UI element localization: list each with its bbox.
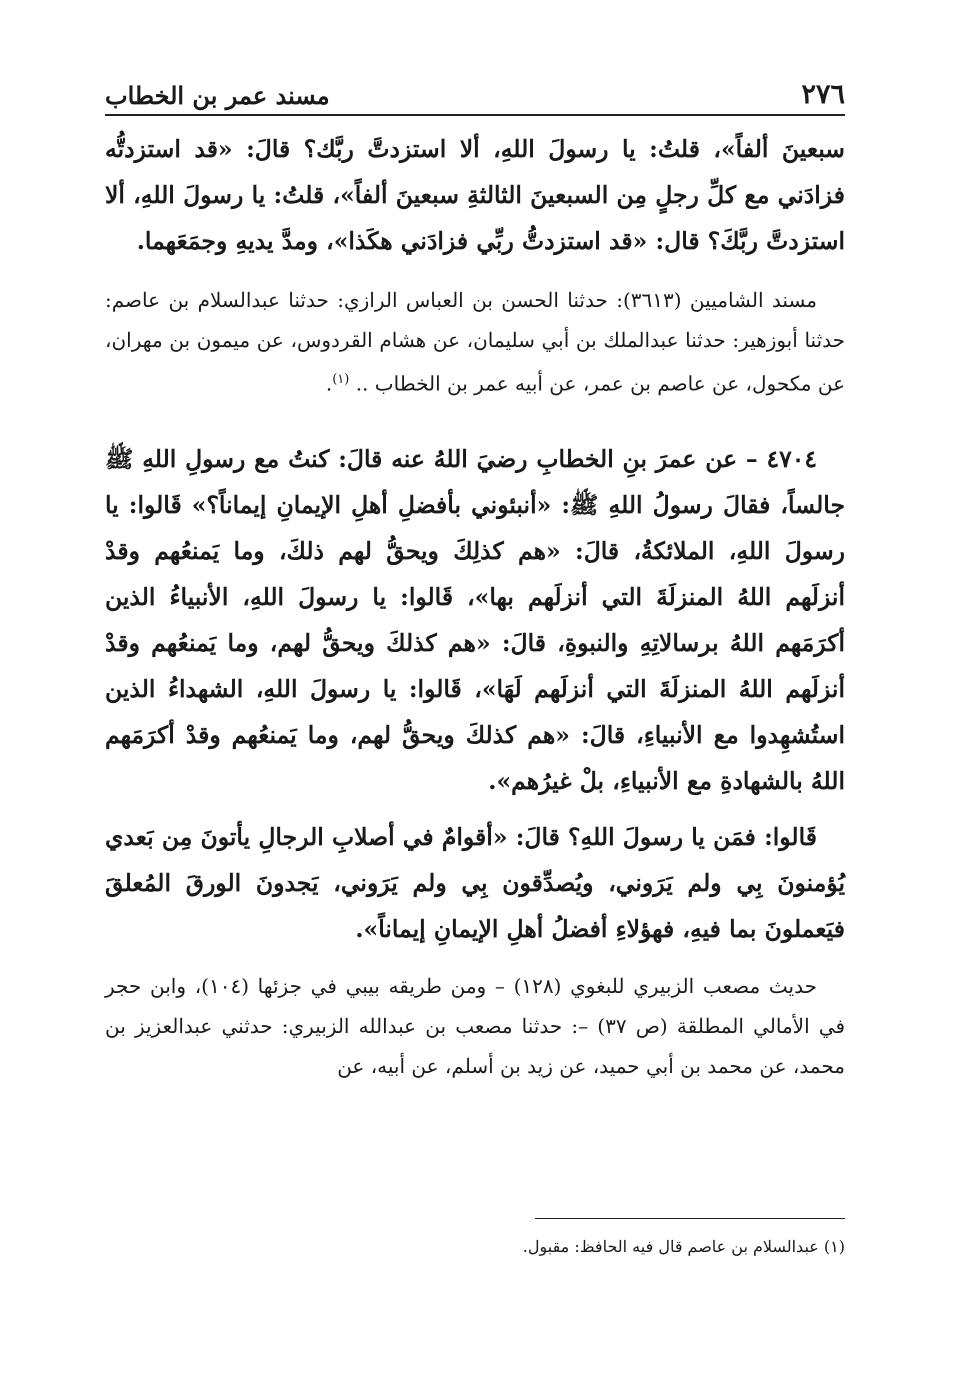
hadith-text-continued: قَالوا: فمَن يا رسولَ اللهِ؟ قالَ: «أقوامٌ في أصلابِ الرجالِ يأتونَ مِن بَعدي يُؤمنونَ بِي ولم يَرَوني، ويُصدِّقون بِي ولم يَرَوني، يَجدونَ الورقَ المُعلقَ فيَعملونَ بما فيهِ، فهؤلاءِ أفضلُ أهلِ الإيمانِ إيماناً». bbox=[105, 822, 845, 943]
running-title: مسند عمر بن الخطاب bbox=[105, 81, 330, 110]
hadith-number: ٤٧٠٤ bbox=[766, 444, 817, 473]
source-citation-text: مسند الشاميين (٣٦١٣): حدثنا الحسن بن العباس الرازي: حدثنا عبدالسلام بن عاصم: حدثنا أبوزهير: حدثنا عبدالملك بن أبي سليمان، عن هشام القردوس، عن ميمون بن مهران، عن مكحول، عن عاصم بن عمر، عن أبيه عمر بن الخطاب .. bbox=[105, 288, 845, 396]
hadith-continuation: سبعينَ ألفاً»، قلتُ: يا رسولَ اللهِ، ألا استزدتَّ ربَّك؟ قالَ: «قد استزدتُّه فزادَني مع كلِّ رجلٍ مِن السبعينَ الثالثةِ سبعينَ ألفاً»، قلتُ: يا رسولَ اللهِ، ألا استزدتَّ ربَّكَ؟ قال: «قد استزدتُّ ربِّي فزادَني هكَذا»، ومدَّ يديهِ وجمَعَهما. bbox=[105, 135, 845, 255]
footnote: (١) عبدالسلام بن عاصم قال فيه الحافظ: مقبول. bbox=[522, 1237, 845, 1256]
page-body bbox=[105, 70, 845, 1086]
hadith-text: – عن عمرَ بنِ الخطابِ رضيَ اللهُ عنه قالَ: كنتُ مع رسولِ اللهِ ﷺ جالساً، فقالَ رسولُ اللهِ ﷺ: «أنبئوني بأفضلِ أهلِ الإيمانِ إيماناً؟» قَالوا: يا رسولَ اللهِ، الملائكةُ، قالَ: «هم كذلِكَ ويحقُّ لهم ذلكَ، وما يَمنعُهم وقدْ أنزلَهم اللهُ المنزلَةَ التي أنزلَهم بها»، قَالوا: يا رسولَ اللهِ، الأنبياءُ الذين أكرَمَهم اللهُ برسالاتِهِ والنبوةِ، قالَ: «هم كذلكَ ويحقُّ لهم، وما يَمنعُهم وقدْ أنزلَهم اللهُ المنزلَةَ التي أنزلَهم لَهَا»، قَالوا: يا رسولَ اللهِ، الشهداءُ الذين استُشهِدوا مع الأنبياءِ، قالَ: «هم كذلكَ ويحقُّ لهم، وما يَمنعُهم وقدْ أكرَمَهم اللهُ بالشهادةِ مع الأنبياءِ، بلْ غيرُهم». bbox=[105, 444, 845, 795]
page-header bbox=[105, 70, 845, 116]
source-citation-2: حديث مصعب الزبيري للبغوي (١٢٨) – ومن طريقه بيبي في جزئها (١٠٤)، وابن حجر في الأمالي المطلقة (ص ٣٧) –: حدثنا مصعب بن عبدالله الزبيري: حدثني عبدالعزيز بن محمد، عن محمد بن أبي حميد، عن زيد بن أسلم، عن أبيه، عن bbox=[105, 973, 846, 1078]
footnote-divider bbox=[535, 1218, 845, 1219]
footnote-reference: (١) bbox=[332, 372, 350, 387]
page-number: ٢٧٦ bbox=[801, 79, 845, 110]
hadith-entry bbox=[105, 436, 845, 804]
source-citation: مسند الشاميين (٣٦١٣): حدثنا الحسن بن العباس الرازي: حدثنا عبدالسلام بن عاصم: حدثنا أبوزهير: حدثنا عبدالملك بن أبي سليمان، عن هشام القردوس، عن ميمون بن مهران، عن مكحول، عن عاصم بن عمر، عن أبيه عمر بن الخطاب .. $^{(١)}$. bbox=[105, 288, 845, 396]
